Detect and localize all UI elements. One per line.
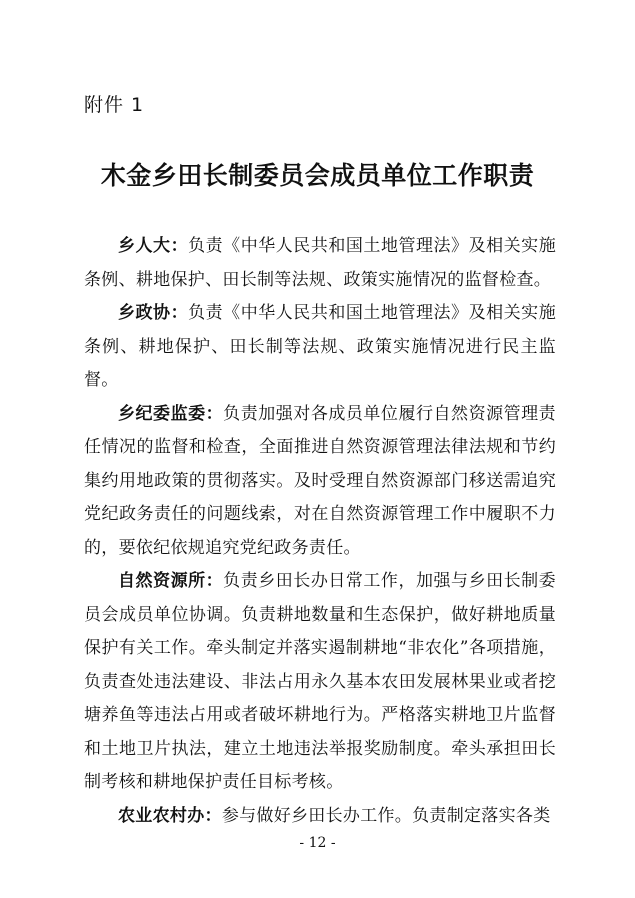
attachment-label: 附件 1 [84,94,145,116]
document-title: 木金乡田长制委员会成员单位工作职责 [100,161,535,190]
paragraph [84,565,556,800]
paragraph-text: 负责《中华人民共和国土地管理法》及相关实施条例、耕地保护、田长制等法规、政策实施情况的监督检查。 [84,236,556,290]
paragraph-label: 乡政协： [118,303,189,323]
paragraph-label: 自然资源所： [118,571,224,591]
paragraph [84,297,556,398]
page-number: - 12 - [299,835,336,851]
paragraph-text: 负责《中华人民共和国土地管理法》及相关实施条例、耕地保护、田长制等法规、政策实施情况进行民主监督。 [84,303,556,390]
paragraph-label: 乡人大： [118,236,189,256]
paragraph-text: 负责乡田长办日常工作，加强与乡田长制委员会成员单位协调。负责耕地数量和生态保护，做好耕地质量保护有关工作。牵头制定并落实遏制耕地“非农化”各项措施，负责查处违法建设、非法占用永久基本农田发展林果业或者挖塘养鱼等违法占用或者破坏耕地行为。严格落实耕地卫片监督和土地卫片执法，建立土地违法举报奖励制度。牵头承担田长制考核和耕地保护责任目标考核。 [84,571,556,792]
document-body [84,230,556,833]
paragraph-text: 负责加强对各成员单位履行自然资源管理责任情况的监督和检查，全面推进自然资源管理法律法规和节约集约用地政策的贯彻落实。及时受理自然资源部门移送需追究党纪政务责任的问题线索，对在自然资源管理工作中履职不力的，要依纪依规追究党纪政务责任。 [84,403,556,558]
paragraph-label: 农业农村办： [118,805,222,826]
paragraph-text: 参与做好乡田长办工作。负责制定落实各类 [221,805,551,826]
paragraph [84,230,556,297]
paragraph [84,398,556,566]
paragraph [84,800,556,834]
paragraph-label: 乡纪委监委： [118,403,224,424]
